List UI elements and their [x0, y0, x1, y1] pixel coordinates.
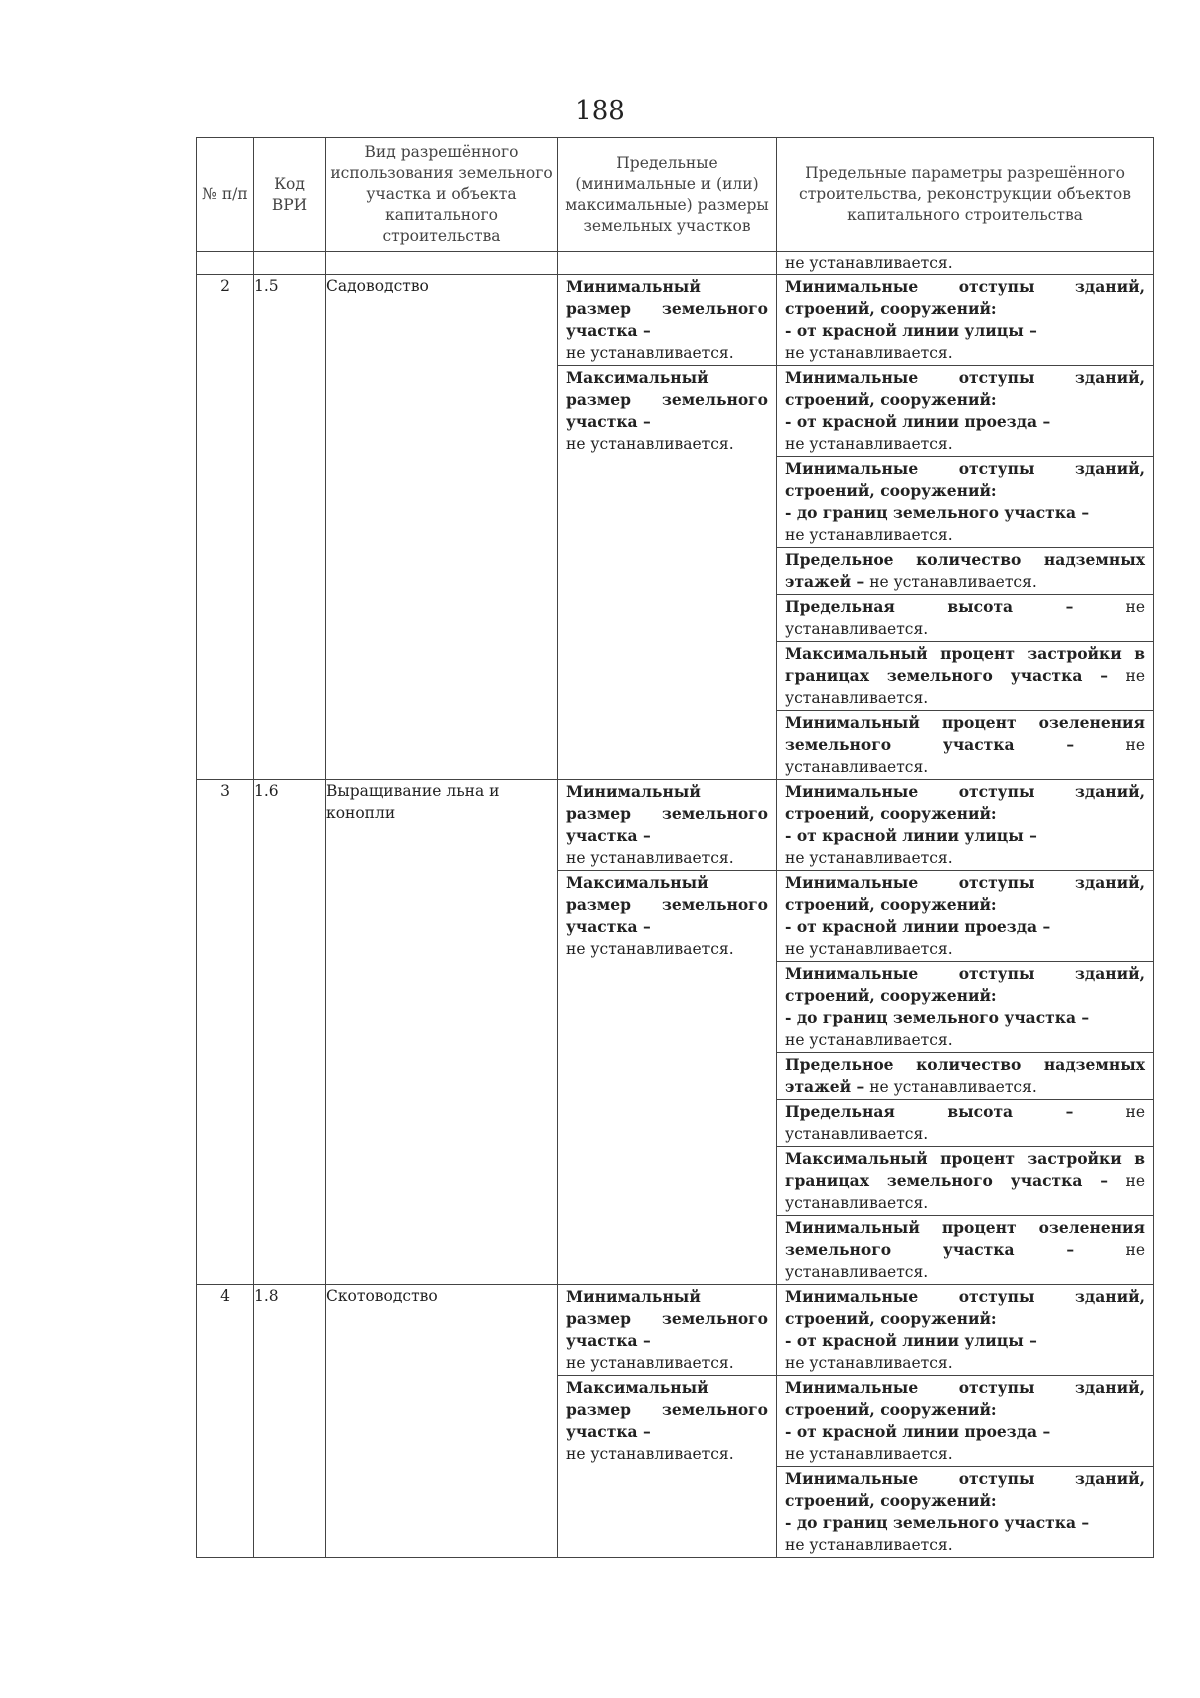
- parameter-block: [777, 641, 1153, 710]
- parameter-value: не устанавливается.: [785, 1445, 953, 1463]
- parameter-title: Максимальный процент застройки в границах земельного участка –: [785, 1149, 1145, 1190]
- plot-size-value: не устанавливается.: [566, 849, 734, 867]
- parameter-value: не устанавливается.: [785, 1172, 1145, 1212]
- parameter-title: Минимальные отступы зданий, строений, сооружений:: [785, 1378, 1145, 1419]
- parameter-block: [777, 870, 1153, 961]
- parameter-title: Минимальные отступы зданий, строений, сооружений:: [785, 1287, 1145, 1328]
- parameter-block: [777, 365, 1153, 456]
- row-parameters: [777, 1285, 1154, 1558]
- parameter-title: Максимальный процент застройки в границах земельного участка –: [785, 644, 1145, 685]
- parameter-block: [777, 1099, 1153, 1146]
- parameter-block: [777, 594, 1153, 641]
- parameter-detail: - до границ земельного участка –: [785, 503, 1090, 522]
- parameter-detail: - до границ земельного участка –: [785, 1513, 1090, 1532]
- parameter-block: [777, 1215, 1153, 1284]
- parameter-value: не устанавливается.: [785, 1241, 1145, 1281]
- header-number: № п/п: [197, 138, 254, 252]
- parameter-detail: - от красной линии улицы –: [785, 826, 1037, 845]
- parameter-title: Предельное количество надземных этажей –: [785, 1055, 1145, 1096]
- parameter-value: не устанавливается.: [785, 940, 953, 958]
- parameter-title: Минимальные отступы зданий, строений, сооружений:: [785, 873, 1145, 914]
- plot-size-block: [558, 275, 776, 365]
- parameter-value: не устанавливается.: [785, 598, 1145, 638]
- parameter-block: [777, 547, 1153, 594]
- plot-size-title: Максимальный размер земельного участка –: [566, 368, 768, 431]
- row-plot-sizes: [558, 780, 777, 1285]
- regulations-table-frame: [196, 137, 1153, 1558]
- row-use-name: Выращивание льна и конопли: [326, 780, 558, 1285]
- row-plot-sizes: [558, 275, 777, 780]
- parameter-title: Минимальные отступы зданий, строений, сооружений:: [785, 782, 1145, 823]
- table-body: [197, 252, 1154, 1558]
- row-parameters: [777, 275, 1154, 780]
- regulations-table: [196, 137, 1154, 1558]
- parameter-value: не устанавливается.: [785, 344, 953, 362]
- table-row: [197, 1285, 1154, 1558]
- parameter-title: Минимальные отступы зданий, строений, сооружений:: [785, 964, 1145, 1005]
- parameter-block: [777, 961, 1153, 1052]
- page-number: 188: [575, 96, 625, 126]
- parameter-detail: - от красной линии улицы –: [785, 321, 1037, 340]
- row-code: 1.6: [254, 780, 326, 1285]
- parameter-block: [777, 1052, 1153, 1099]
- parameter-detail: - от красной линии улицы –: [785, 1331, 1037, 1350]
- parameter-title: Минимальные отступы зданий, строений, сооружений:: [785, 368, 1145, 409]
- row-number: 3: [197, 780, 254, 1285]
- row-use-name: Садоводство: [326, 275, 558, 780]
- parameter-value: не устанавливается.: [869, 573, 1037, 591]
- continuation-row: [197, 252, 1154, 275]
- plot-size-block: [558, 780, 776, 870]
- parameter-value: не устанавливается.: [869, 1078, 1037, 1096]
- row-parameters: [777, 780, 1154, 1285]
- parameter-title: Минимальный процент озеленения земельного участка –: [785, 713, 1145, 754]
- table-row: [197, 780, 1154, 1285]
- plot-size-title: Минимальный размер земельного участка –: [566, 277, 768, 340]
- parameter-block: [777, 456, 1153, 547]
- plot-size-title: Максимальный размер земельного участка –: [566, 873, 768, 936]
- parameter-value: не устанавливается.: [785, 1031, 953, 1049]
- plot-size-value: не устанавливается.: [566, 940, 734, 958]
- parameter-title: Предельное количество надземных этажей –: [785, 550, 1145, 591]
- parameter-value: не устанавливается.: [785, 667, 1145, 707]
- header-code: Код ВРИ: [254, 138, 326, 252]
- plot-size-block: [558, 365, 776, 456]
- header-use-type: Вид разрешённого использования земельного участка и объекта капитального строительства: [326, 138, 558, 252]
- row-use-name: Скотоводство: [326, 1285, 558, 1558]
- header-plot-sizes: Предельные (минимальные и (или) максимальные) размеры земельных участков: [558, 138, 777, 252]
- parameter-value: не устанавливается.: [785, 1103, 1145, 1143]
- row-number: 4: [197, 1285, 254, 1558]
- parameter-block: [777, 1466, 1153, 1557]
- parameter-detail: - от красной линии проезда –: [785, 1422, 1051, 1441]
- header-parameters: Предельные параметры разрешённого строительства, реконструкции объектов капитального строительства: [777, 138, 1154, 252]
- parameter-title: Предельная высота –: [785, 1102, 1074, 1121]
- parameter-value: не устанавливается.: [785, 435, 953, 453]
- row-code: 1.5: [254, 275, 326, 780]
- plot-size-title: Минимальный размер земельного участка –: [566, 782, 768, 845]
- parameter-block: [777, 1146, 1153, 1215]
- header-row: [197, 138, 1154, 252]
- parameter-value: не устанавливается.: [785, 849, 953, 867]
- parameter-detail: - до границ земельного участка –: [785, 1008, 1090, 1027]
- plot-size-block: [558, 1375, 776, 1466]
- plot-size-block: [558, 870, 776, 961]
- plot-size-value: не устанавливается.: [566, 1354, 734, 1372]
- row-number: 2: [197, 275, 254, 780]
- parameter-value: не устанавливается.: [785, 526, 953, 544]
- parameter-detail: - от красной линии проезда –: [785, 917, 1051, 936]
- row-code: 1.8: [254, 1285, 326, 1558]
- parameter-title: Минимальные отступы зданий, строений, сооружений:: [785, 1469, 1145, 1510]
- plot-size-title: Максимальный размер земельного участка –: [566, 1378, 768, 1441]
- parameter-value: не устанавливается.: [785, 736, 1145, 776]
- plot-size-value: не устанавливается.: [566, 435, 734, 453]
- parameter-title: Минимальный процент озеленения земельного участка –: [785, 1218, 1145, 1259]
- parameter-block: [777, 710, 1153, 779]
- parameter-block: [777, 1375, 1153, 1466]
- parameter-block: [777, 275, 1153, 365]
- parameter-title: Предельная высота –: [785, 597, 1074, 616]
- parameter-value: не устанавливается.: [785, 1536, 953, 1554]
- parameter-block: [777, 780, 1153, 870]
- row-plot-sizes: [558, 1285, 777, 1558]
- plot-size-title: Минимальный размер земельного участка –: [566, 1287, 768, 1350]
- plot-size-value: не устанавливается.: [566, 344, 734, 362]
- parameter-title: Минимальные отступы зданий, строений, сооружений:: [785, 277, 1145, 318]
- table-row: [197, 275, 1154, 780]
- plot-size-block: [558, 1285, 776, 1375]
- parameter-detail: - от красной линии проезда –: [785, 412, 1051, 431]
- plot-size-value: не устанавливается.: [566, 1445, 734, 1463]
- parameter-title: Минимальные отступы зданий, строений, сооружений:: [785, 459, 1145, 500]
- parameter-block: [777, 1285, 1153, 1375]
- continuation-text: не устанавливается.: [785, 254, 953, 272]
- parameter-value: не устанавливается.: [785, 1354, 953, 1372]
